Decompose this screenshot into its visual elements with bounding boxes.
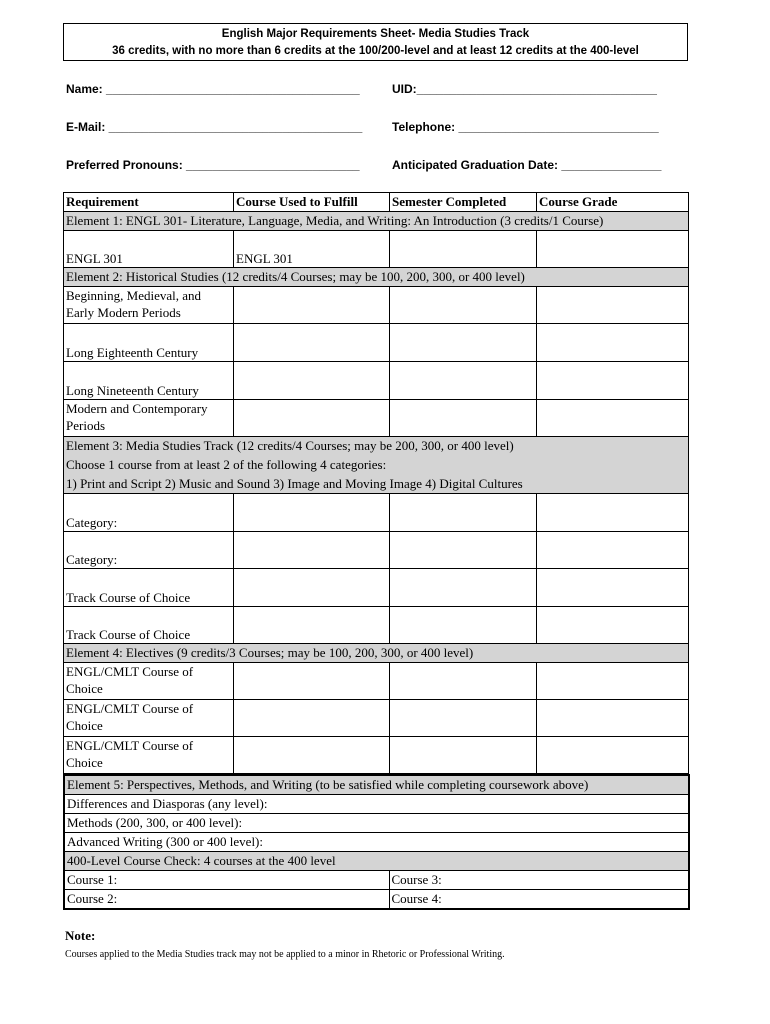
email-field[interactable]: E-Mail: ______________________________________ [66, 120, 363, 134]
table-row [64, 700, 689, 737]
grade-cell[interactable] [537, 400, 689, 437]
pronouns-field[interactable]: Preferred Pronouns: __________________________ [66, 158, 360, 172]
course-1-field[interactable]: Course 1: [64, 871, 389, 890]
table-row [64, 494, 689, 532]
table-row [64, 737, 689, 774]
grade-cell[interactable] [537, 532, 689, 569]
telephone-field[interactable]: Telephone: ______________________________ [392, 120, 659, 134]
course-check-heading: 400-Level Course Check: 4 courses at the 400 level [64, 852, 689, 871]
course-4-field[interactable]: Course 4: [389, 890, 689, 910]
grade-cell[interactable] [537, 737, 689, 774]
course-cell[interactable]: ENGL 301 [234, 231, 390, 268]
semester-cell[interactable] [390, 663, 537, 700]
grade-cell[interactable] [537, 231, 689, 268]
uid-field[interactable]: UID:____________________________________ [392, 82, 657, 96]
element3-line: Choose 1 course from at least 2 of the following 4 categories: [66, 457, 387, 472]
requirement-cell: Modern and Contemporary Periods [64, 400, 234, 437]
course-cell[interactable] [234, 737, 390, 774]
table-row [64, 569, 689, 607]
grade-cell[interactable] [537, 663, 689, 700]
element3-heading [64, 437, 689, 494]
element3-line: 1) Print and Script 2) Music and Sound 3) Image and Moving Image 4) Digital Cultures [66, 476, 523, 491]
table-row [64, 400, 689, 437]
course-cell[interactable] [234, 607, 390, 644]
sheet-title: English Major Requirements Sheet- Media Studies Track [221, 28, 530, 40]
advanced-writing-field[interactable]: Advanced Writing (300 or 400 level): [64, 833, 689, 852]
course-2-field[interactable]: Course 2: [64, 890, 389, 910]
element2-heading: Element 2: Historical Studies (12 credits/4 Courses; may be 100, 200, 300, or 400 level) [64, 268, 689, 287]
sheet-subtitle: 36 credits, with no more than 6 credits at the 100/200-level and at least 12 credits at the 400-level [112, 45, 639, 57]
requirement-cell: Category: [64, 532, 234, 569]
element1-heading: Element 1: ENGL 301- Literature, Language, Media, and Writing: An Introduction (3 credits/1 Course) [64, 212, 689, 231]
grade-cell[interactable] [537, 324, 689, 362]
semester-cell[interactable] [390, 324, 537, 362]
requirement-cell: Long Eighteenth Century [64, 324, 234, 362]
course-cell[interactable] [234, 287, 390, 324]
column-header: Requirement [64, 193, 234, 212]
semester-cell[interactable] [390, 400, 537, 437]
semester-cell[interactable] [390, 287, 537, 324]
grade-cell[interactable] [537, 569, 689, 607]
requirement-cell: ENGL/CMLT Course of Choice [64, 700, 234, 737]
requirement-cell: Track Course of Choice [64, 607, 234, 644]
note-text: Courses applied to the Media Studies track may not be applied to a minor in Rhetoric or Professional Writing. [65, 949, 505, 960]
table-row [64, 532, 689, 569]
element4-heading: Element 4: Electives (9 credits/3 Courses; may be 100, 200, 300, or 400 level) [64, 644, 689, 663]
requirement-cell: Long Nineteenth Century [64, 362, 234, 400]
course-cell[interactable] [234, 663, 390, 700]
table-row [64, 324, 689, 362]
table-row [64, 663, 689, 700]
course-cell[interactable] [234, 324, 390, 362]
grade-cell[interactable] [537, 362, 689, 400]
course-cell[interactable] [234, 532, 390, 569]
methods-field[interactable]: Methods (200, 300, or 400 level): [64, 814, 689, 833]
semester-cell[interactable] [390, 569, 537, 607]
differences-diasporas-field[interactable]: Differences and Diasporas (any level): [64, 795, 689, 814]
element5-table [63, 774, 690, 910]
requirement-cell: Track Course of Choice [64, 569, 234, 607]
table-row [64, 287, 689, 324]
semester-cell[interactable] [390, 737, 537, 774]
semester-cell[interactable] [390, 607, 537, 644]
requirement-cell: ENGL/CMLT Course of Choice [64, 737, 234, 774]
table-header-row [64, 193, 689, 212]
course-cell[interactable] [234, 700, 390, 737]
course-3-field[interactable]: Course 3: [389, 871, 689, 890]
table-row [64, 607, 689, 644]
semester-cell[interactable] [390, 362, 537, 400]
semester-cell[interactable] [390, 231, 537, 268]
course-cell[interactable] [234, 362, 390, 400]
grade-cell[interactable] [537, 700, 689, 737]
grade-cell[interactable] [537, 287, 689, 324]
requirement-cell: ENGL/CMLT Course of Choice [64, 663, 234, 700]
semester-cell[interactable] [390, 494, 537, 532]
column-header: Semester Completed [390, 193, 537, 212]
requirement-cell: Beginning, Medieval, and Early Modern Periods [64, 287, 234, 324]
course-cell[interactable] [234, 494, 390, 532]
course-cell[interactable] [234, 400, 390, 437]
note-title: Note: [65, 928, 96, 943]
requirement-cell: Category: [64, 494, 234, 532]
name-field[interactable]: Name: ______________________________________ [66, 82, 360, 96]
element5-heading: Element 5: Perspectives, Methods, and Writing (to be satisfied while completing coursework above) [64, 775, 689, 795]
semester-cell[interactable] [390, 700, 537, 737]
column-header: Course Used to Fulfill [234, 193, 390, 212]
element3-line: Element 3: Media Studies Track (12 credits/4 Courses; may be 200, 300, or 400 level) [66, 438, 514, 453]
grade-cell[interactable] [537, 607, 689, 644]
sheet-header [63, 23, 688, 61]
graduation-date-field[interactable]: Anticipated Graduation Date: _______________ [392, 158, 662, 172]
semester-cell[interactable] [390, 532, 537, 569]
requirements-table [63, 192, 689, 774]
table-row [64, 231, 689, 268]
table-row [64, 362, 689, 400]
course-cell[interactable] [234, 569, 390, 607]
grade-cell[interactable] [537, 494, 689, 532]
requirement-cell: ENGL 301 [64, 231, 234, 268]
column-header: Course Grade [537, 193, 689, 212]
